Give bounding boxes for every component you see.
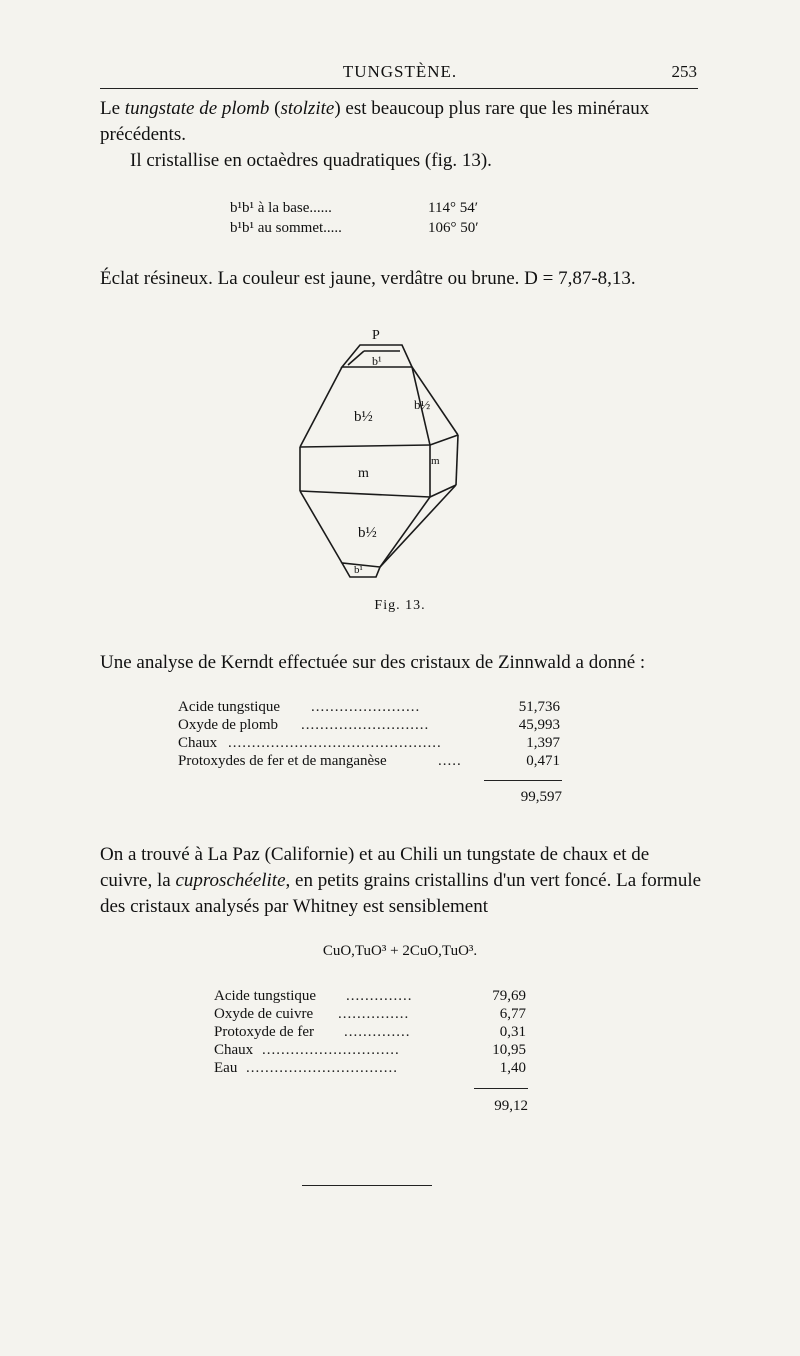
angle-value-base: 114° 54′: [428, 200, 478, 216]
label-p: P: [372, 328, 380, 343]
component-value: 51,736: [518, 699, 560, 715]
top-inner-edge: [348, 351, 364, 365]
paragraph-cuproscheelite-line3: des cristaux analysés par Whitney est sensiblement: [100, 896, 488, 917]
leader-dots: .............................................: [228, 735, 442, 751]
component-name: Chaux: [214, 1042, 254, 1058]
label-m: m: [358, 466, 369, 481]
component-name: Oxyde de plomb: [178, 717, 278, 733]
header-rule: [100, 88, 698, 89]
component-value: 0,471: [526, 753, 560, 769]
sum-rule: [474, 1088, 528, 1089]
component-name: Acide tungstique: [178, 699, 281, 715]
angle-value-sommet: 106° 50′: [428, 220, 479, 236]
prism-top-right: [430, 435, 458, 445]
table-row: [178, 753, 562, 771]
label-bottom: b¹: [354, 564, 363, 576]
leader-dots: .............................: [262, 1042, 400, 1058]
paragraph-cuproscheelite-line2: [100, 868, 701, 894]
paragraph-cuproscheelite-line1: On a trouvé à La Paz (Californie) et au Chili un tungstate de chaux et de: [100, 844, 650, 865]
para5-lead: cuivre, la: [100, 870, 176, 891]
lower-back-edge: [380, 485, 456, 567]
component-name: Protoxyde de fer: [214, 1024, 314, 1040]
component-name: Oxyde de cuivre: [214, 1006, 314, 1022]
leader-dots: ..............: [344, 1024, 411, 1040]
term-tungstate-de-plomb: tungstate de plomb: [124, 98, 270, 119]
paragraph-kerndt-analysis: Une analyse de Kerndt effectuée sur des cristaux de Zinnwald a donné :: [100, 652, 646, 673]
table-row: [178, 717, 562, 735]
prism-bottom-edge: [300, 491, 430, 497]
prism-top-edge: [300, 445, 430, 447]
table-row: [214, 1006, 528, 1024]
paragraph-lustre-density: Éclat résineux. La couleur est jaune, verdâtre ou brune. D = 7,87-8,13.: [100, 268, 636, 289]
table-row: [214, 1024, 528, 1042]
upper-left-edge: [300, 367, 342, 447]
angle-row-base: [230, 200, 530, 220]
paragraph-stolzite: [100, 96, 700, 122]
table-row: [214, 1060, 528, 1078]
leader-dots: .....: [438, 753, 462, 769]
label-face-lower: b½: [358, 525, 377, 541]
label-apex: b¹: [372, 354, 382, 368]
crystal-figure: [280, 325, 480, 585]
prism-bottom-right: [430, 485, 456, 497]
angle-row-sommet: [230, 220, 530, 240]
analysis-total-kerndt: 99,597: [520, 789, 562, 805]
table-row: [214, 988, 528, 1006]
section-end-rule: [302, 1185, 432, 1186]
para1-lead: Le: [100, 98, 125, 119]
page-number: 253: [671, 62, 697, 81]
angle-label-base: b¹b¹ à la base......: [230, 200, 332, 216]
angle-label-sommet: b¹b¹ au sommet.....: [230, 220, 342, 236]
prism-right-edge: [456, 435, 458, 485]
crystal-labels: [354, 328, 440, 576]
term-stolzite: stolzite: [280, 98, 335, 119]
component-name: Chaux: [178, 735, 218, 751]
figure-caption: Fig. 13.: [374, 598, 426, 613]
para1-rest: ) est beaucoup plus rare que les minéraux: [334, 98, 650, 119]
table-row: [214, 1042, 528, 1060]
component-value: 79,69: [492, 988, 526, 1004]
component-value: 1,397: [526, 735, 560, 751]
lower-left-edge: [300, 491, 342, 563]
angle-table: [230, 200, 530, 240]
label-m-right: m: [431, 455, 440, 467]
analysis-table-whitney: [214, 988, 528, 1088]
paragraph-stolzite-line2: précédents.: [100, 124, 186, 145]
component-value: 1,40: [499, 1060, 526, 1076]
component-name: Protoxydes de fer et de manganèse: [178, 753, 387, 769]
lower-right-edge: [380, 497, 430, 567]
term-cuproscheelite: cuproschéelite: [175, 870, 286, 891]
component-value: 45,993: [518, 717, 560, 733]
component-name: Eau: [214, 1060, 238, 1076]
table-row: [178, 699, 562, 717]
leader-dots: ..............: [346, 988, 413, 1004]
component-value: 0,31: [499, 1024, 526, 1040]
paragraph-crystallisation: Il cristallise en octaèdres quadratiques (fig. 13).: [130, 150, 492, 171]
component-value: 10,95: [492, 1042, 526, 1058]
component-value: 6,77: [499, 1006, 526, 1022]
sum-rule: [484, 780, 562, 781]
running-header-title: TUNGSTÈNE.: [342, 62, 458, 81]
component-name: Acide tungstique: [214, 988, 317, 1004]
leader-dots: .......................: [311, 699, 421, 715]
para1-mid: (: [269, 98, 281, 119]
leader-dots: ................................: [246, 1060, 398, 1076]
label-face-upper-left: b½: [354, 409, 373, 425]
leader-dots: ...........................: [301, 717, 430, 733]
para5-rest: , en petits grains cristallins d'un vert foncé. La formule: [285, 870, 702, 891]
table-row: [178, 735, 562, 753]
chemical-formula: CuO,TuO³ + 2CuO,TuO³.: [322, 943, 478, 959]
analysis-total-whitney: 99,12: [494, 1098, 528, 1114]
leader-dots: ...............: [338, 1006, 410, 1022]
label-face-upper-right: b½: [414, 397, 431, 412]
